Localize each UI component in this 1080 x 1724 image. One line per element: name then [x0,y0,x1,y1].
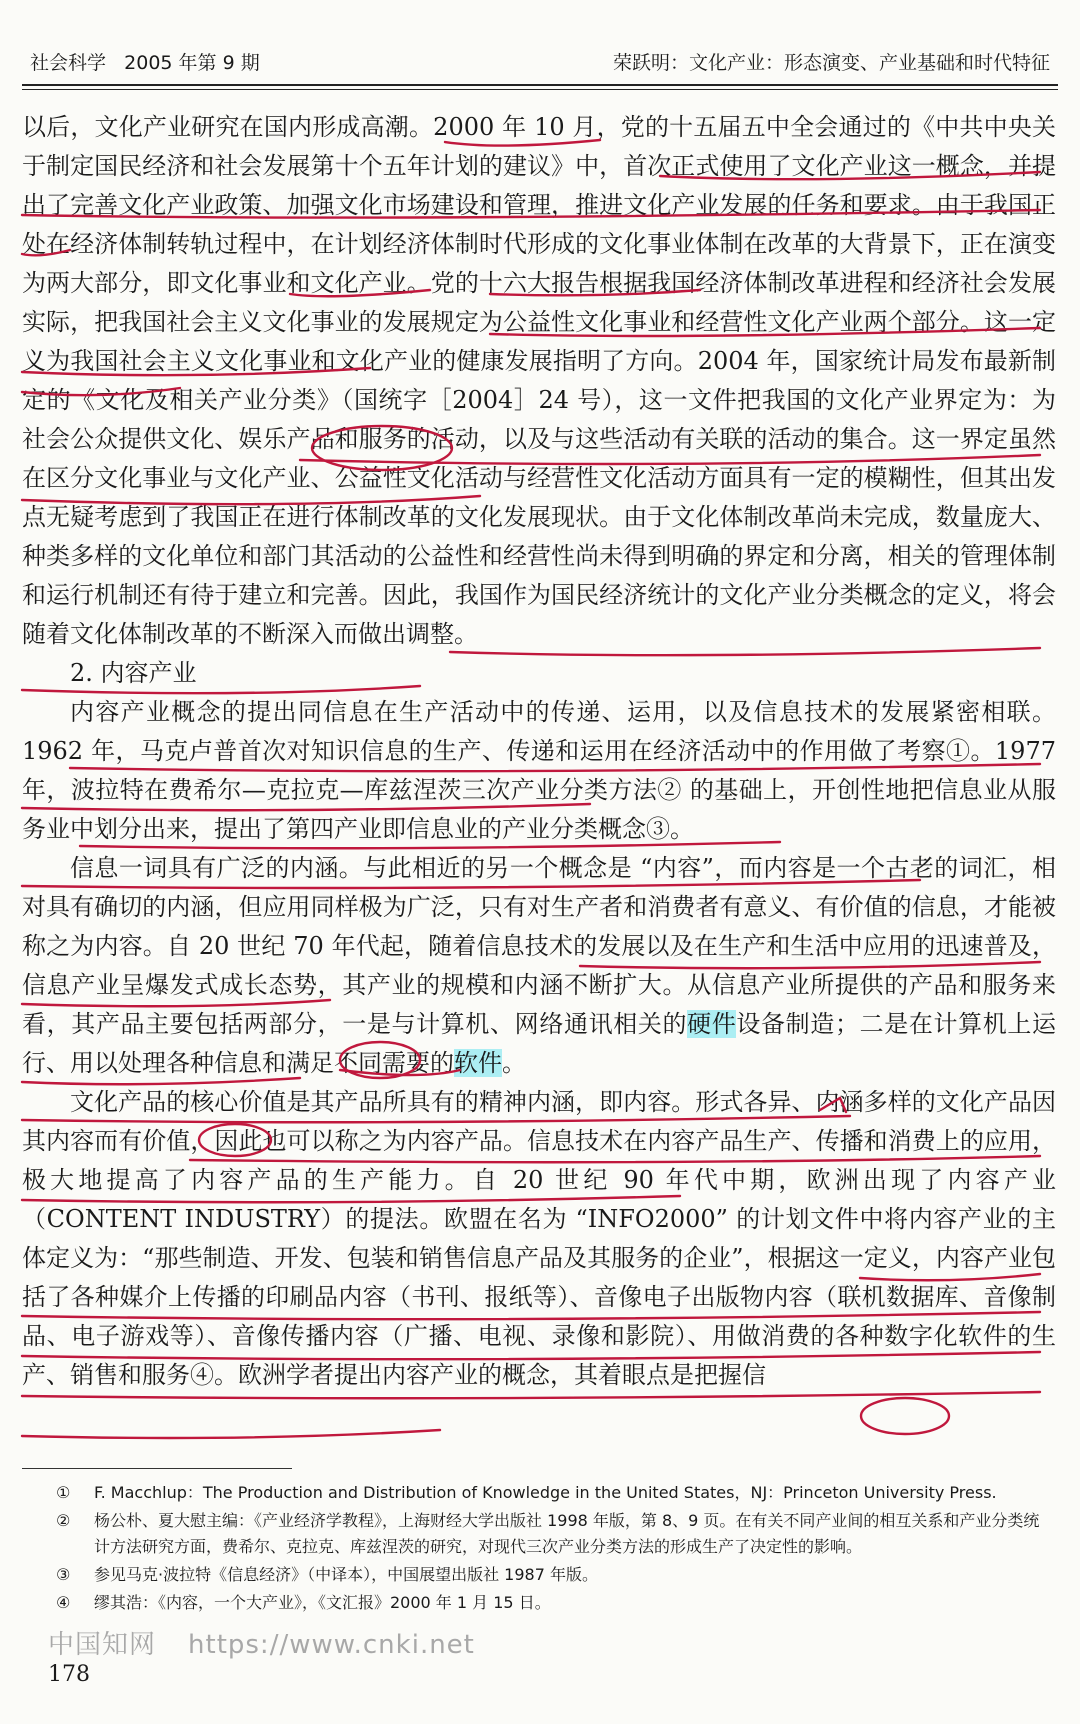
running-header [30,48,1050,75]
circle-mark [861,1398,949,1434]
journal-info [30,48,260,75]
paragraph-4: 文化产品的核心价值是其产品所具有的精神内涵，即内容。形式各异、内涵多样的文化产品因其内容而有价值，因此也可以称之为内容产品。信息技术在内容产品生产、传播和消费上的应用，极大地提高了内容产品的生产能力。自 20 世纪 90 年代中期，欧洲出现了内容产业（CONTENT INDUSTRY）的提法。欧盟在名为 “INFO2000” 的计划文件中将内容产业的主体定义为：“那些制造、开发、包装和销售信息产品及其服务的企业”，根据这一定义，内容产业包括了各种媒介上传播的印刷品内容（书刊、报纸等）、音像电子出版物内容（联机数据库、音像制品、电子游戏等）、音像传播内容（广播、电视、录像和影院）、用做消费的各种数字化软件的生产、销售和服务④。欧洲学者提出内容产业的概念，其着眼点是把握信 [22,1088,1056,1389]
footnotes [56,1480,1050,1618]
highlight-software: 软件 [454,1049,502,1077]
paragraph-3 [22,849,1056,1083]
paragraph-1: 以后，文化产业研究在国内形成高潮。2000 年 10 月，党的十五届五中全会通过的《中共中央关于制定国民经济和社会发展第十个五年计划的建议》中，首次正式使用了文化产业这一概念，并提出了完善文化产业政策、加强文化市场建设和管理，推进文化产业发展的任务和要求。由于我国正处在经济体制转轨过程中，在计划经济体制时代形成的文化事业体制在改革的大背景下，正在演变为两大部分，即文化事业和文化产业。党的十六大报告根据我国经济体制改革进程和经济社会发展实际，把我国社会主义文化事业的发展规定为公益性文化事业和经营性文化产业两个部分。这一定义为我国社会主义文化事业和文化产业的健康发展指明了方向。2004 年，国家统计局发布最新制定的《文化及相关产业分类》（国统字［2004］24 号），这一文件把我国的文化产业界定为：为社会公众提供文化、娱乐产品和服务的活动，以及与这些活动有关联的活动的集合。这一界定虽然在区分文化事业与文化产业、公益性文化活动与经营性文化活动方面具有一定的模糊性，但其出发点无疑考虑到了我国正在进行体制改革的文化发展现状。由于文化体制改革尚未完成，数量庞大、种类多样的文化单位和部门其活动的公益性和经营性尚未得到明确的界定和分离，相关的管理体制和运行机制还有待于建立和完善。因此，我国作为国民经济统计的文化产业分类概念的定义，将会随着文化体制改革的不断深入而做出调整。 [22,113,1056,648]
section-heading: 2. 内容产业 [70,659,197,687]
issue-label: 2005 年第 9 期 [124,52,260,74]
header-rule [22,84,1058,90]
footnote-item: ④ 缪其浩：《内容，一个大产业》，《文汇报》2000 年 1 月 15 日。 [56,1593,551,1612]
footnote-item: ② 杨公朴、夏大慰主编：《产业经济学教程》，上海财经大学出版社 1998 年版，第 8、9 页。在有关不同产业间的相互关系和产业分类统计方法研究方面，费希尔、克拉克、库兹涅茨的研究，对现代三次产业分类方法的形成生产了决定性的影响。 [56,1511,1040,1556]
footnote-rule [22,1468,292,1469]
cnki-watermark [48,1624,507,1661]
footnote-item: ③ 参见马克·波拉特《信息经济》（中译本），中国展望出版社 1987 年版。 [56,1565,598,1584]
footnote-item: ① F. Macchlup：The Production and Distribution of Knowledge in the United States，NJ：Princeton University Press. [56,1483,997,1502]
p3-text-c: 。 [502,1049,526,1077]
journal-name: 社会科学 [30,52,107,74]
watermark-url: https://www.cnki.net [188,1630,475,1660]
page-number: 178 [48,1662,90,1687]
p3-text-b: 设备制造；二是在计算机上运行、用以处理各种信息和满足不同需要的 [22,1010,1057,1077]
article-title: 荣跃明：文化产业：形态演变、产业基础和时代特征 [612,52,1050,74]
article-body [22,108,1056,1395]
highlight-hardware: 硬件 [687,1010,737,1038]
p3-text-a: 信息一词具有广泛的内涵。与此相近的另一个概念是 “内容”，而内容是一个古老的词汇，相对具有确切的内涵，但应用同样极为广泛，只有对生产者和消费者有意义、有价值的信息，才能被称之为内容。自 20 世纪 70 年代起，随着信息技术的发展以及在生产和生活中应用的迅速普及，信息产业呈爆发式成长态势，其产业的规模和内涵不断扩大。从信息产业所提供的产品和服务来看，其产品主要包括两部分，一是与计算机、网络通讯相关的 [22,854,1056,1038]
underline [22,1430,440,1438]
watermark-site: 中国知网 [48,1630,157,1660]
paragraph-2: 内容产业概念的提出同信息在生产活动中的传递、运用，以及信息技术的发展紧密相联。1962 年，马克卢普首次对知识信息的生产、传递和运用在经济活动中的作用做了考察①。1977 年，波拉特在费希尔—克拉克—库兹涅茨三次产业分类方法② 的基础上，开创性地把信息业从服务业中划分出来，提出了第四产业即信息业的产业分类概念③。 [22,698,1056,843]
